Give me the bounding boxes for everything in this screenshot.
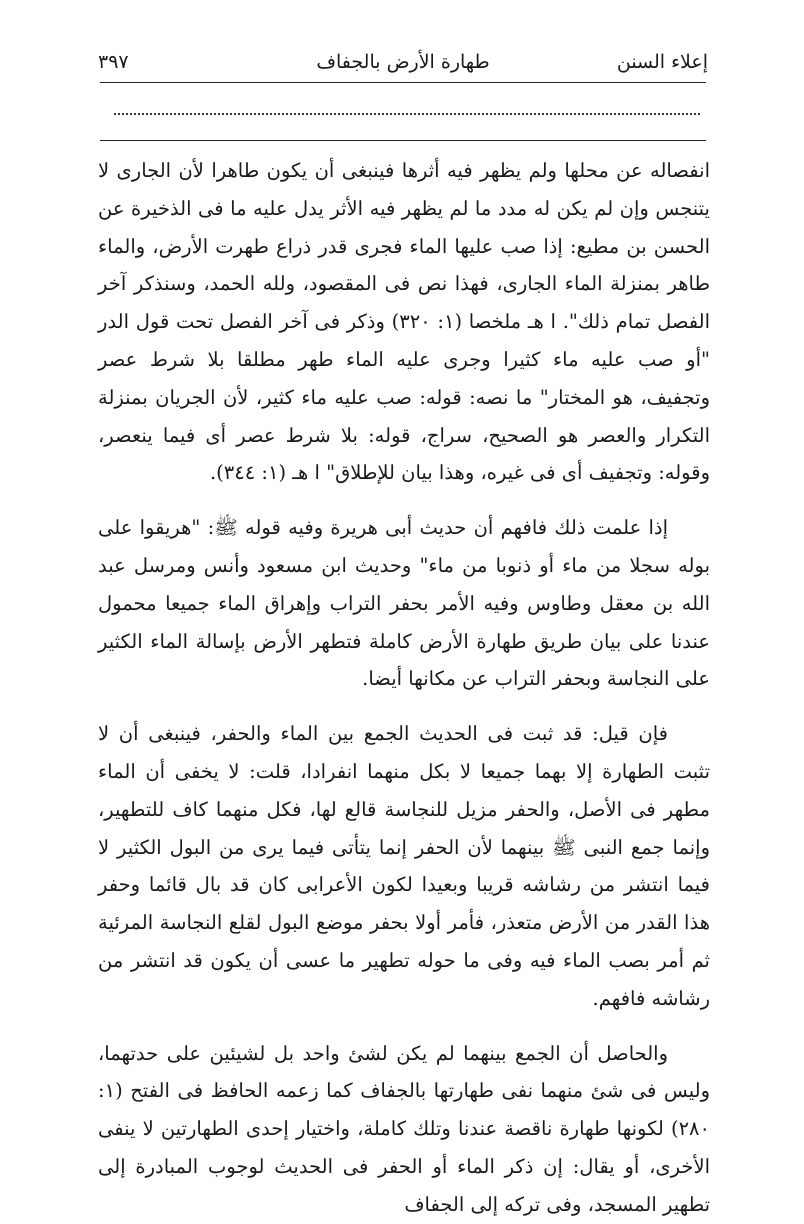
page-number: ٣٩٧ xyxy=(98,51,129,73)
dotted-separator xyxy=(114,113,700,115)
chapter-title: طهارة الأرض بالجفاف xyxy=(316,51,490,73)
body-text xyxy=(98,152,710,1224)
running-header xyxy=(98,48,708,78)
paragraph-2: إذا علمت ذلك فافهم أن حديث أبى هريرة وفيه قوله ﷺ: "هريقوا على بوله سجلا من ماء أو ذنوبا من ماء" وحديث ابن مسعود وأنس ومرسل عبد الله بن معقل وطاوس وفيه الأمر بحفر التراب وإهراق الماء جميعا محمول عندنا على بيان طريق طهارة الأرض كاملة فتطهر الأرض بإسالة الماء الكثير على النجاسة وبحفر التراب عن مكانها أيضا. xyxy=(98,516,710,691)
paragraph-3: فإن قيل: قد ثبت فى الحديث الجمع بين الماء والحفر، فينبغى أن لا تثبت الطهارة إلا بهما جميعا لا بكل منهما انفرادا، قلت: لا يخفى أن الماء مطهر فى الأصل، والحفر مزيل للنجاسة قالع لها، فكل منهما كاف للتطهير، وإنما جمع النبى ﷺ بينهما لأن الحفر إنما يتأتى فيما يرى من البول الكثير لا فيما انتشر من رشاشه قريبا وبعيدا لكون الأعرابى كان قد بال قائما وحفر هذا القدر من الأرض متعذر، فأمر أولا بحفر موضع البول لقلع النجاسة المرئية ثم أمر بصب الماء فيه وفى ما حوله تطهير ما عسى أن يكون قد انتشر من رشاشه فافهم. xyxy=(98,722,710,1010)
paragraph-1: انفصاله عن محلها ولم يظهر فيه أثرها فينبغى أن يكون طاهرا لأن الجارى لا يتنجس وإن لم يكن له مدد ما لم يظهر فيه الأثر يدل عليه ما فى الذخيرة عن الحسن بن مطيع: إذا صب عليها الماء فجرى قدر ذراع طهرت الأرض، والماء طاهر بمنزلة الماء الجارى، فهذا نص فى المقصود، ولله الحمد، وسنذكر آخر الفصل تمام ذلك". ا هـ ملخصا (١: ٣٢٠) وذكر فى آخر الفصل تحت قول الدر "أو صب عليه ماء كثيرا وجرى عليه الماء طهر مطلقا بلا شرط عصر وتجفيف، هو المختار" ما نصه: قوله: صب عليه ماء كثير، لأن الجريان بمنزلة التكرار والعصر هو الصحيح، سراج، قوله: بلا شرط عصر أى فيما ينعصر، وقوله: وتجفيف أى فى غيره، وهذا بيان للإطلاق" ا هـ (١: ٣٤٤). xyxy=(98,159,710,485)
book-title: إعلاء السنن xyxy=(616,51,708,73)
header-rule xyxy=(100,82,706,83)
body-rule xyxy=(100,140,706,141)
paragraph-4: والحاصل أن الجمع بينهما لم يكن لشئ واحد بل لشيئين على حدتهما، وليس فى شئ منهما نفى طهارتها بالجفاف كما زعمه الحافظ فى الفتح (١: ٢٨٠) لكونها طهارة ناقصة عندنا وتلك كاملة، واختيار إحدى الطهارتين لا ينفى الأخرى، أو يقال: إن ذكر الماء أو الحفر فى الحديث لوجوب المبادرة إلى تطهير المسجد، وفى تركه إلى الجفاف xyxy=(98,1041,710,1216)
